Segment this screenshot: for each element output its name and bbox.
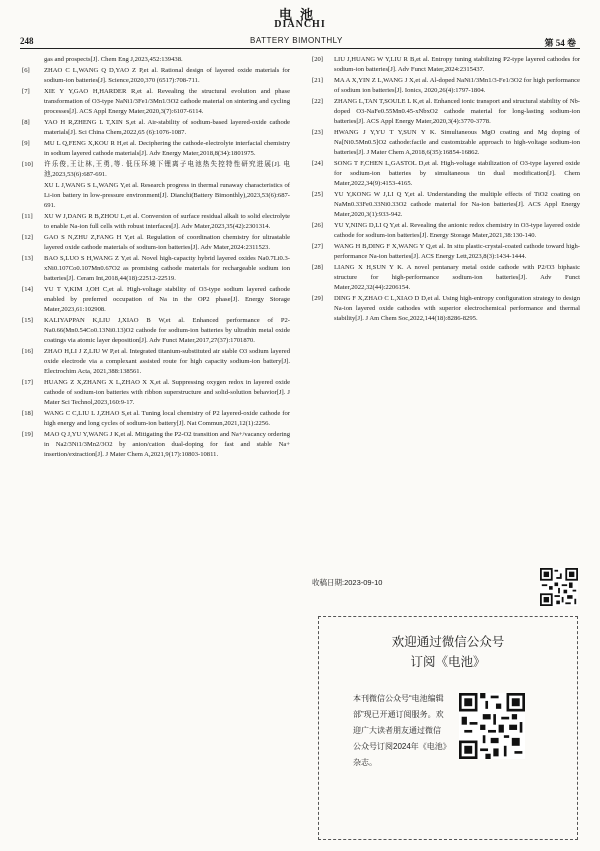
reference-item [22,285,290,315]
reference-text: gas and prospects[J]. Chem Eng J,2023,452:139438. [44,56,183,63]
left-column [22,55,290,461]
reference-number: [20] [312,56,323,63]
reference-number: [23] [312,129,323,136]
reference-item [312,263,580,293]
reference-number: [6] [22,67,30,74]
reference-item [22,66,290,86]
reference-text: MU L Q,FENG X,KOU R H,et al. Deciphering the cathode-electrolyte interfacial chemistry in sodium layered cathode materials[J]. Adv Energy Mater,2018,8(34):1801975. [44,140,290,157]
reference-text: ZHANG L,TAN T,SOULE L K,et al. Enhanced ionic transport and structural stability of Nb-doped O3-NaFe0.55Mn0.45-xNbxO2 cathode material for long-lasting sodium-ion batteries[J]. ACS Appl Energy Mater,2020,3(4):3770-3778. [334,98,580,125]
header-title: 电池 [278,7,321,22]
reference-item [22,87,290,117]
reference-text: WANG C C,LIU L J,ZHAO S,et al. Tuning local chemistry of P2 layered-oxide cathode for high energy and long cycles of sodium-ion battery[J]. Nat Commun,2021,12(1):2256. [44,410,290,427]
wechat-body: 本刊微信公众号“电池编辑部”现已开通订阅服务。欢迎广大读者朋友通过微信公众号订阅2024年《电池》杂志。 [353,694,447,767]
header-subtitle: DIANCHI [274,19,326,30]
qr-code-small [540,568,578,606]
reference-number: [14] [22,286,33,293]
reference-number: [21] [312,77,323,84]
reference-text: DING F X,ZHAO C L,XIAO D D,et al. Using high-entropy configuration strategy to design Na-ion layered oxide cathodes with superior electrochemical performance and thermal stability[J]. J Am Chem Soc,2022,144(18):8286-8295. [334,295,580,322]
reference-number: [26] [312,222,323,229]
reference-item [312,55,580,75]
reference-text: MAO Q J,YU Y,WANG J K,et al. Mitigating the P2-O2 transition and Na+/vacancy ordering in Na2/3Ni1/3Mn2/3O2 by anion/cation dual-doping for fast and stable Na+ insertion/extraction[J]. J Mater Chem A,2021,9(17):10803-10811. [44,431,290,458]
reference-number: [27] [312,243,323,250]
header-rule [20,48,580,49]
reference-item [22,430,290,460]
reference-number: [15] [22,317,33,324]
reference-text: ZHAO H,LI J Z,LIU W P,et al. Integrated titanium-substituted air stable O3 sodium layered oxide electrode via a complexant assisted route for high capacity sodium-ion battery[J]. Electrochim Acta, 2021,388:138561. [44,348,290,375]
reference-item [22,254,290,284]
reference-item [312,97,580,127]
reference-text: XIE Y Y,GAO H,HARDER R,et al. Revealing the structural evolution and phase transformation of O3-type NaNi1/3Fe1/3Mn1/3O2 cathode material on sintering and cycling processes[J]. ACS Appl Energy Mater,2020,3(7):6107-6114. [44,88,290,115]
page-number: 248 [20,36,34,46]
reference-text: MA A X,YIN Z L,WANG J X,et al. Al-doped NaNi1/3Mn1/3-Fe1/3O2 for high performance of sodium ion batteries[J]. Ionics, 2020,26(4):1797-1804. [334,77,580,94]
reference-number: [9] [22,140,30,147]
reference-number: [12] [22,234,33,241]
reference-item [312,221,580,241]
reference-number: [13] [22,255,33,262]
reference-text: HUANG Z X,ZHANG X L,ZHAO X X,et al. Suppressing oxygen redox in layered oxide cathode of sodium-ion batteries with ribbon superstructure and solid-solution behavior[J]. J Mater Sci Technol,2023,160:9-17. [44,379,290,406]
reference-item [22,347,290,377]
reference-text: SONG T F,CHEN L,GASTOL D,et al. High-voltage stabilization of O3-type layered oxide for sodium-ion batteries by simultaneous tin dual modification[J]. Chem Mater,2022,34(9):4153-4165. [334,160,580,187]
reference-number: [8] [22,119,30,126]
reference-item [312,190,580,220]
reference-item [22,409,290,429]
reference-number: [16] [22,348,33,355]
reference-number: [7] [22,88,30,95]
reference-text: WANG H B,DING F X,WANG Y Q,et al. In situ plastic-crystal-coated cathode toward high-performance Na-ion batteries[J]. ACS Energy Lett,2023,8(3):1434-1444. [334,243,580,260]
reference-text: LIU J,HUANG W Y,LIU R B,et al. Entropy tuning stabilizing P2-type layered cathodes for sodium-ion batteries[J]. Adv Funct Mater,2024:2315437. [334,56,580,73]
reference-number: [11] [22,213,33,220]
reference-item [22,316,290,346]
reference-number: [22] [312,98,323,105]
reference-number: [17] [22,379,33,386]
qr-code-wechat [459,693,525,759]
reference-item [22,160,290,180]
wechat-title-line1: 欢迎通过微信公众号 [391,635,505,649]
reference-text: KALIYAPPAN K,LIU J,XIAO B W,et al. Enhanced performance of P2-Na0.66(Mn0.54Co0.13Ni0.13)O2 cathode for sodium-ion batteries by ultrathin metal oxide coatings via atomic layer deposition[J]. Adv Funct Mater,2017,27(37):1701870. [44,317,290,344]
right-column [312,55,580,325]
reference-item [22,181,290,211]
reference-item [312,76,580,96]
reference-text: ZHAO C L,WANG Q D,YAO Z P,et al. Rational design of layered oxide materials for sodium-ion batteries[J]. Science,2020,370 (6517):708-711. [44,67,290,84]
reference-item [22,378,290,408]
volume-label: 第 54 卷 [544,38,576,48]
reference-item [312,294,580,324]
reference-text: XU W J,DANG R B,ZHOU L,et al. Conversion of surface residual alkali to solid electrolyte to enable Na-ion full cells with robust interfaces[J]. Adv Mater,2023,35(42):2301314. [44,213,290,230]
reference-item [312,242,580,262]
reference-number: [28] [312,264,323,271]
reference-text: BAO S,LUO S H,WANG Z Y,et al. Novel high-capacity hybrid layered oxides Na0.7Li0.3-xNi0.107Co0.107Mn0.67O2 as promising cathode materials for rechargeable sodium ion batteries[J]. Ceram Int,2018,44(18):22512-22519. [44,255,290,282]
reference-item [22,118,290,138]
reference-number: [18] [22,410,33,417]
reference-text: YU Y,NING D,LI Q Y,et al. Revealing the anionic redox chemistry in O3-type layered oxide cathode for sodium-ion batteries[J]. Energy Storage Mater,2021,38:130-140. [334,222,580,239]
reference-text: YU T Y,KIM J,OH C,et al. High-voltage stability of O3-type sodium layered cathode enabled by preferred occupation of Na in the OP2 phase[J]. Energy Storage Mater,2023,61:102908. [44,286,290,313]
reference-number: [24] [312,160,323,167]
reference-text: YAO H R,ZHENG L T,XIN S,et al. Air-stability of sodium-based layered-oxide cathode materials[J]. Sci China Chem,2022,65 (6):1076-1087. [44,119,290,136]
wechat-promo-box [318,616,578,840]
reference-number: [10] [22,161,33,168]
reference-item [312,159,580,189]
reference-item [22,233,290,253]
reference-text: 许乐俊,王让林,王勇,等. 低压环境下锂离子电池热失控特性研究进展[J]. 电池,2023,53(6):687-691. [44,161,290,178]
reference-number: [25] [312,191,323,198]
reference-number: [29] [312,295,323,302]
reference-text: LIANG X H,SUN Y K. A novel pentanary metal oxide cathode with P2/O3 biphasic structure for high-performance sodium-ion batteries[J]. Adv Funct Mater,2022,32(44):2206154. [334,264,580,291]
reference-text: XU L J,WANG S L,WANG Y,et al. Research progress in thermal runaway characteristics of Li-ion battery in low-pressure environment[J]. Dianchi(Battery Bimonthly),2023,53(6):687-691. [44,182,290,209]
reference-text: HWANG J Y,YU T Y,SUN Y K. Simultaneous MgO coating and Mg doping of Na[Ni0.5Mn0.5]O2 cathode:facile and customizable approach to high-voltage sodium-ion batteries[J]. J Mater Chem A,2018,6(35):16854-16862. [334,129,580,156]
received-date: 收稿日期:2023-09-10 [312,578,383,587]
wechat-title-line2: 订阅《电池》 [410,655,486,669]
reference-item [22,212,290,232]
reference-item [22,55,290,65]
reference-item [312,128,580,158]
reference-text: YU Y,KONG W J,LI Q Y,et al. Understanding the multiple effects of TiO2 coating on NaMn0.33Fe0.33Ni0.33O2 cathode material for Na-ion batteries[J]. ACS Appl Energy Mater,2020,3(1):933-942. [334,191,580,218]
reference-number: [19] [22,431,33,438]
journal-name: BATTERY BIMONTHLY [250,36,343,45]
reference-text: GAO S N,ZHU Z,FANG H Y,et al. Regulation of coordination chemistry for ultrastable layered oxide cathode materials of sodium-ion batteries[J]. Adv Mater,2024:2311523. [44,234,290,251]
reference-item [22,139,290,159]
